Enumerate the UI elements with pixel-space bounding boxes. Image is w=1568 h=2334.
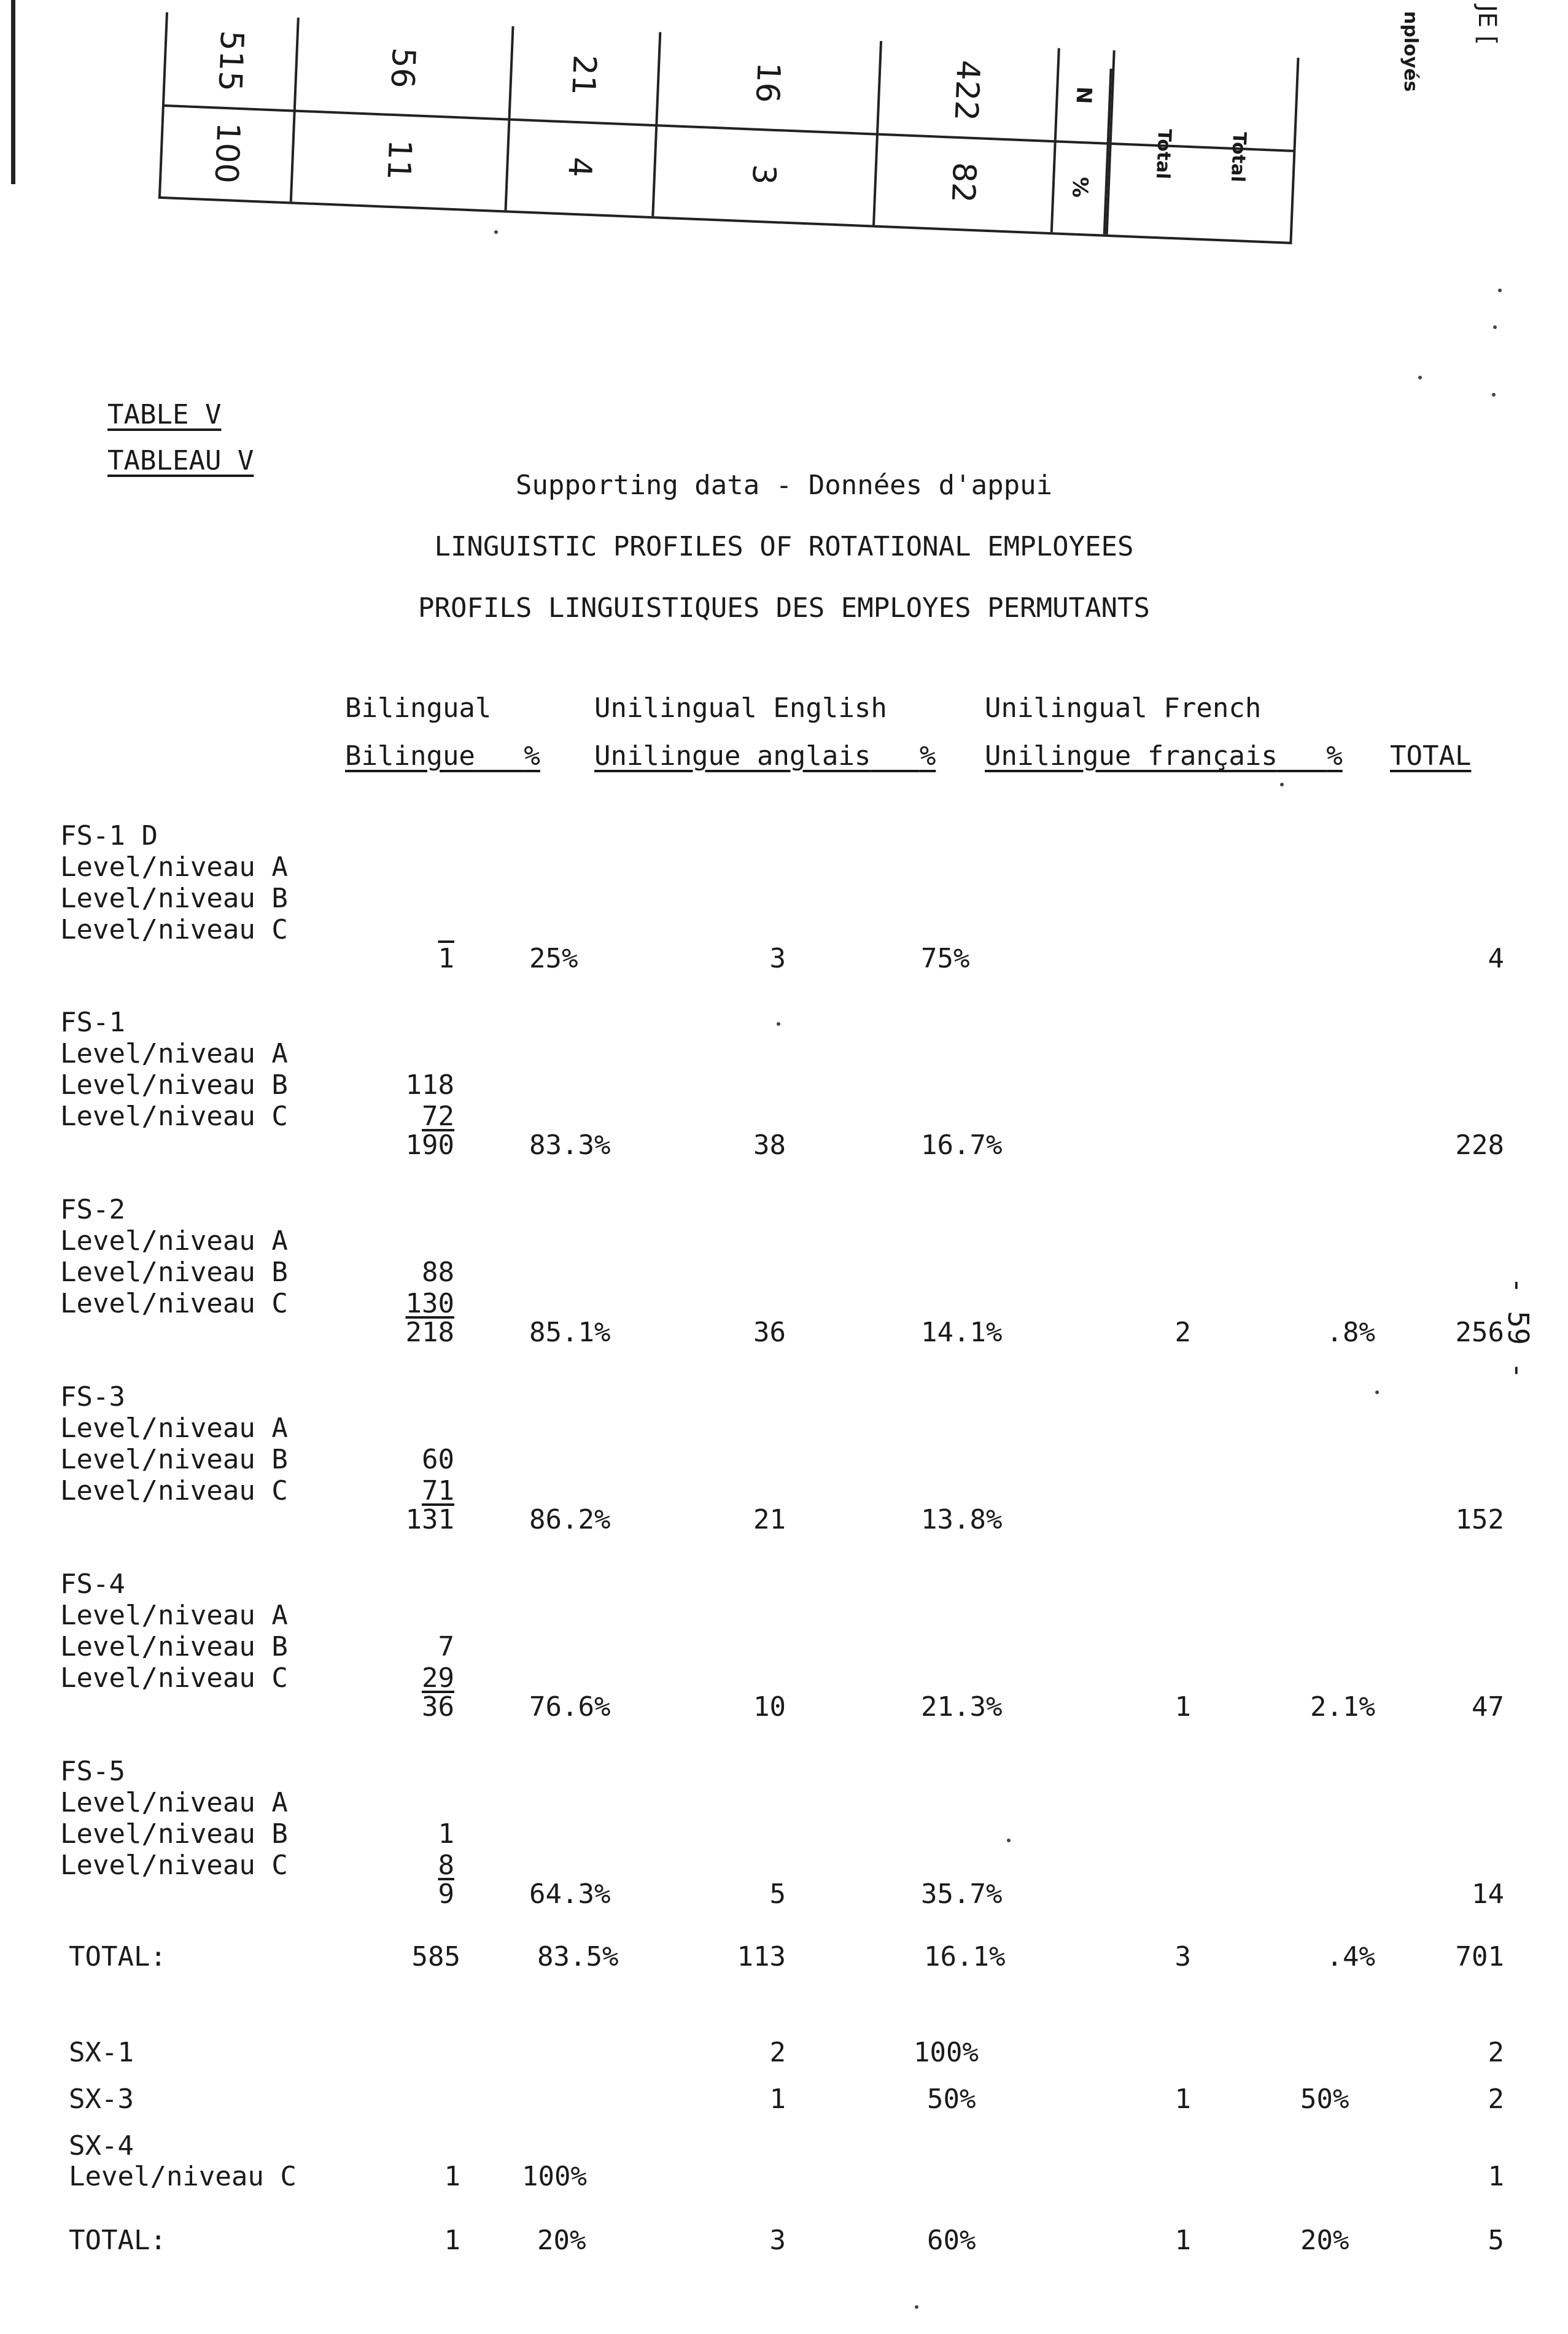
scan-speck: [1007, 1839, 1011, 1842]
header-unilingue-francais: Unilingue français %: [985, 740, 1343, 772]
bilingual-pct: 25%: [529, 943, 578, 974]
english-count: 36: [753, 1317, 786, 1348]
row-total: 152: [1455, 1504, 1504, 1535]
english-pct: 35.7%: [921, 1878, 1003, 1910]
bilingual-part: 7: [438, 1631, 454, 1662]
french-count: 2: [1174, 1317, 1191, 1348]
row-total: 228: [1455, 1130, 1504, 1161]
scan-speck: [1280, 783, 1284, 786]
sx-row-total: 2: [1488, 2037, 1504, 2068]
english-count: 3: [769, 943, 786, 974]
fs-total-english: 113: [737, 1941, 786, 1972]
header-bilingue: Bilingue %: [345, 740, 540, 772]
header-unilingual-english: Unilingual English: [594, 692, 887, 724]
summary-count-cell: 422: [876, 41, 1060, 141]
english-pct: 16.7%: [921, 1130, 1003, 1161]
level-label: Level/niveau C: [60, 1850, 288, 1881]
summary-count-cell: 16: [655, 32, 882, 133]
summary-percent-cell: 100: [161, 104, 296, 201]
title-english: LINGUISTIC PROFILES OF ROTATIONAL EMPLOYEES: [434, 531, 1134, 562]
sx-total-label: TOTAL:: [69, 2225, 166, 2256]
english-count: 21: [753, 1504, 786, 1535]
group-name: FS-3: [60, 1381, 125, 1413]
sx-row-french-pct: 50%: [1300, 2084, 1349, 2115]
summary-percent-cell: 11: [290, 109, 511, 210]
level-label: Level/niveau B: [60, 1257, 288, 1288]
summary-n-header: N: [1054, 48, 1116, 142]
summary-total-en: Total: [1226, 131, 1251, 182]
bilingual-count: 9: [438, 1878, 454, 1910]
sx-row-bilingual: 1: [444, 2161, 460, 2192]
scan-speck: [494, 230, 498, 234]
sx-total-bilingual-pct: 20%: [537, 2225, 586, 2256]
bilingual-pct: 86.2%: [529, 1504, 611, 1535]
row-total: 47: [1472, 1691, 1504, 1723]
sx-total-total: 5: [1488, 2225, 1504, 2256]
level-label: Level/niveau A: [60, 1600, 288, 1631]
french-pct: .8%: [1326, 1317, 1375, 1348]
bilingual-part: 118: [405, 1069, 454, 1101]
bilingual-part: 130: [405, 1288, 454, 1319]
sx-row-english: 1: [769, 2084, 786, 2115]
bilingual-count: 131: [405, 1504, 454, 1535]
header-total: TOTAL: [1390, 740, 1472, 772]
header-unilingue-anglais: Unilingue anglais %: [594, 740, 936, 772]
group-name: FS-1: [60, 1007, 125, 1038]
level-label: Level/niveau B: [60, 883, 288, 914]
row-total: 14: [1472, 1878, 1504, 1910]
english-pct: 13.8%: [921, 1504, 1003, 1535]
bilingual-part: 71: [422, 1475, 454, 1506]
summary-total-header: [1103, 69, 1297, 242]
sx-row-label: SX-3: [69, 2084, 134, 2115]
sx-row-english-pct: 50%: [927, 2084, 976, 2115]
level-label: Level/niveau A: [60, 1413, 288, 1444]
bilingual-part: 88: [422, 1257, 454, 1288]
level-label: Level/niveau A: [60, 1038, 288, 1069]
bilingual-pct: 76.6%: [529, 1691, 611, 1723]
fs-total-total: 701: [1455, 1941, 1504, 1972]
level-label: Level/niveau B: [60, 1444, 288, 1475]
bilingual-count: 190: [405, 1130, 454, 1161]
scan-speck: [1493, 325, 1497, 329]
english-count: 38: [753, 1130, 786, 1161]
group-name: FS-5: [60, 1756, 125, 1787]
row-total: 256: [1455, 1317, 1504, 1348]
scan-speck: [1492, 393, 1496, 397]
fs-total-french-pct: .4%: [1326, 1941, 1375, 1972]
summary-count-cell: 21: [508, 26, 662, 125]
bilingual-pct: 83.3%: [529, 1130, 611, 1161]
fs-total-bilingual: 585: [411, 1941, 460, 1972]
bilingual-pct: 85.1%: [529, 1317, 611, 1348]
bilingual-count: 218: [405, 1317, 454, 1348]
scan-speck: [1418, 376, 1422, 379]
sx-row-french: 1: [1174, 2084, 1191, 2115]
sx-total-english-pct: 60%: [927, 2225, 976, 2256]
edge-fragment-text: nployés: [1400, 11, 1421, 92]
fs-total-label: TOTAL:: [69, 1941, 166, 1972]
summary-table-fragment: [158, 12, 1300, 244]
english-pct: 21.3%: [921, 1691, 1003, 1723]
sx-total-french-pct: 20%: [1300, 2225, 1349, 2256]
fs-total-french: 3: [1174, 1941, 1191, 1972]
sx-row-bilingual-pct: 100%: [522, 2161, 587, 2192]
summary-total-fr: Total: [1151, 128, 1176, 180]
row-total: 4: [1488, 943, 1504, 974]
scan-speck: [1498, 289, 1502, 292]
sx-row-label: SX-1: [69, 2037, 134, 2068]
title-french: PROFILS LINGUISTIQUES DES EMPLOYES PERMUTANTS: [417, 592, 1151, 624]
summary-count-cell: 56: [293, 18, 514, 118]
fs-total-bilingual-pct: 83.5%: [537, 1941, 619, 1972]
group-name: FS-4: [60, 1568, 125, 1600]
level-label: Level/niveau C: [60, 914, 288, 945]
bilingual-part: 60: [422, 1444, 454, 1475]
summary-percent-cell: 3: [651, 124, 879, 225]
supporting-data-caption: Supporting data - Données d'appui: [515, 470, 1053, 501]
summary-percent-cell: 4: [505, 118, 658, 217]
sx-total-english: 3: [769, 2225, 786, 2256]
english-pct: 14.1%: [921, 1317, 1003, 1348]
level-label: Level/niveau C: [60, 1662, 288, 1694]
sx-row-english-pct: 100%: [914, 2037, 979, 2068]
scan-speck: [1375, 1390, 1379, 1394]
scan-edge-mark: [11, 0, 15, 184]
bilingual-count: 36: [422, 1691, 454, 1723]
bilingual-part: 29: [422, 1662, 454, 1694]
level-label: Level/niveau C: [60, 1101, 288, 1132]
page-number: - 59 -: [1502, 1277, 1535, 1379]
sx-total-french: 1: [1174, 2225, 1191, 2256]
bilingual-count: 1: [438, 943, 454, 974]
fs-total-english-pct: 16.1%: [924, 1941, 1006, 1972]
bilingual-part: 72: [422, 1101, 454, 1132]
sx-row-english: 2: [769, 2037, 786, 2068]
level-label: Level/niveau A: [60, 1225, 288, 1257]
sx-total-bilingual: 1: [444, 2225, 460, 2256]
english-pct: 75%: [921, 943, 970, 974]
bilingual-part: 8: [438, 1850, 454, 1881]
level-label: Level/niveau B: [60, 1069, 288, 1101]
english-count: 10: [753, 1691, 786, 1723]
french-pct: 2.1%: [1310, 1691, 1375, 1723]
level-label: Level/niveau A: [60, 851, 288, 883]
level-label: Level/niveau B: [60, 1631, 288, 1662]
level-label: Level/niveau C: [60, 1475, 288, 1506]
scan-speck: [777, 1022, 780, 1026]
sx-row-label: SX-4: [69, 2130, 134, 2161]
group-name: FS-1 D: [60, 820, 158, 851]
level-label: Level/niveau C: [60, 1288, 288, 1319]
tableau-label: TABLEAU V: [107, 445, 254, 476]
edge-fragment-text-2: JE [: [1473, 5, 1501, 45]
summary-count-cell: 515: [165, 12, 300, 109]
header-bilingual: Bilingual: [345, 692, 492, 724]
summary-percent-cell: 82: [872, 133, 1057, 233]
level-label: Level/niveau A: [60, 1787, 288, 1818]
sx-row-total: 2: [1488, 2084, 1504, 2115]
sx-row-total: 1: [1488, 2161, 1504, 2192]
english-count: 5: [769, 1878, 786, 1910]
french-count: 1: [1174, 1691, 1191, 1723]
bilingual-part: 1: [438, 1818, 454, 1850]
table-label: TABLE V: [107, 399, 222, 430]
level-label: Level/niveau B: [60, 1818, 288, 1850]
bilingual-pct: 64.3%: [529, 1878, 611, 1910]
scan-speck: [915, 2305, 918, 2309]
sx-row-sublabel: Level/niveau C: [69, 2161, 297, 2192]
header-unilingual-french: Unilingual French: [985, 692, 1262, 724]
group-name: FS-2: [60, 1194, 125, 1225]
summary-pct-header: %: [1050, 140, 1112, 235]
